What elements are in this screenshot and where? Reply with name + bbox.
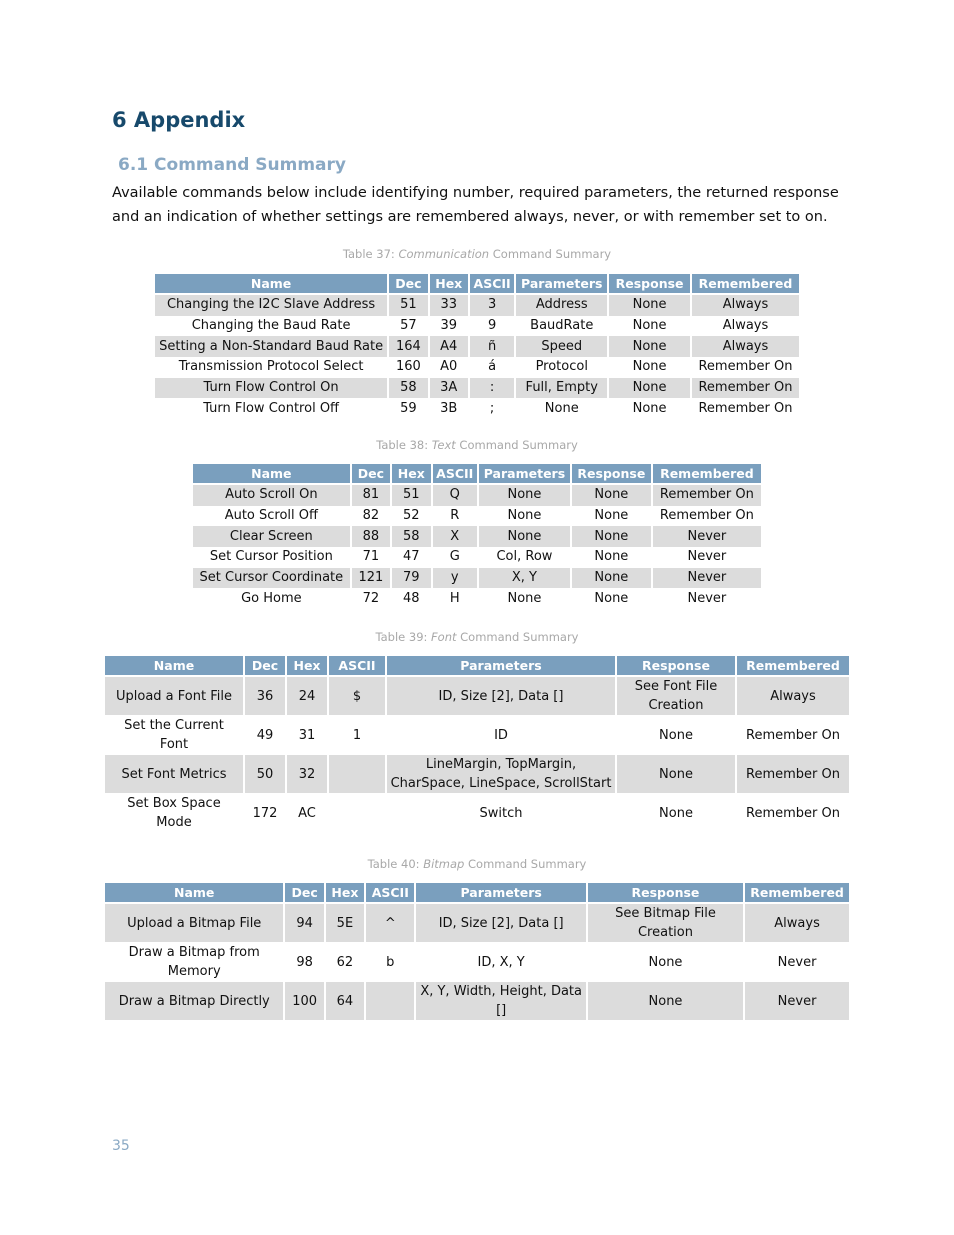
- cell-ascii: X: [433, 526, 477, 547]
- cell-parameters: X, Y, Width, Height, Data []: [416, 982, 585, 1021]
- table-header-row: [155, 274, 799, 295]
- cell-dec: 72: [362, 590, 380, 606]
- column-header-hex: Hex: [287, 656, 327, 677]
- cell-ascii: [329, 794, 385, 833]
- cell-remembered: Never: [653, 568, 761, 589]
- column-header-parameters: Parameters: [416, 883, 585, 904]
- column-header-name: Name: [105, 883, 283, 904]
- cell-response: See Bitmap File Creation: [588, 904, 743, 943]
- column-header-name: Name: [105, 656, 243, 677]
- caption-suffix: Command Summary: [489, 247, 612, 261]
- cell-dec: 94: [285, 904, 323, 943]
- text-command-table: [191, 464, 763, 609]
- table-header-row: [105, 883, 849, 904]
- cell-ascii: 1: [329, 716, 385, 755]
- cell-response: None: [632, 400, 667, 416]
- cell-dec: 36: [245, 677, 285, 716]
- table-row: [155, 336, 799, 357]
- table-row: [105, 982, 849, 1021]
- cell-dec: 50: [245, 755, 285, 794]
- table-row: [105, 677, 849, 716]
- column-header-ascii: ASCII: [470, 274, 514, 295]
- table-row: [105, 755, 849, 794]
- column-header-parameters: Parameters: [479, 464, 570, 485]
- cell-hex: 52: [403, 508, 420, 524]
- cell-name: Turn Flow Control On: [155, 378, 387, 399]
- cell-dec: 49: [245, 716, 285, 755]
- cell-response: None: [588, 982, 743, 1021]
- cell-parameters: ID: [387, 716, 615, 755]
- cell-ascii: á: [488, 359, 497, 375]
- cell-dec: 58: [389, 378, 427, 399]
- cell-name: Go Home: [241, 590, 302, 606]
- cell-name: Changing the I2C Slave Address: [155, 295, 387, 316]
- cell-remembered: Never: [653, 526, 761, 547]
- cell-response: None: [594, 549, 629, 565]
- cell-dec: 82: [362, 508, 380, 524]
- cell-remembered: Remember On: [737, 794, 849, 833]
- cell-response: None: [632, 318, 667, 334]
- table-caption-40: [0, 857, 954, 871]
- cell-response: None: [617, 716, 735, 755]
- cell-hex: 5E: [326, 904, 364, 943]
- table-header-row: [193, 464, 761, 485]
- column-header-remembered: Remembered: [745, 883, 849, 904]
- column-header-ascii: ASCII: [433, 464, 477, 485]
- cell-hex: 33: [430, 295, 468, 316]
- cell-response: None: [609, 336, 690, 357]
- cell-name: Upload a Font File: [105, 677, 243, 716]
- cell-hex: 64: [326, 982, 364, 1021]
- cell-hex: 51: [392, 485, 430, 506]
- table-row: [105, 794, 849, 833]
- cell-name: Set Cursor Coordinate: [193, 568, 350, 589]
- cell-response: None: [572, 485, 651, 506]
- column-header-hex: Hex: [430, 274, 468, 295]
- cell-ascii: $: [329, 677, 385, 716]
- table-header-row: [105, 656, 849, 677]
- caption-italic: Bitmap: [423, 857, 465, 871]
- table-row: [193, 506, 761, 527]
- column-header-name: Name: [193, 464, 350, 485]
- cell-name: Setting a Non-Standard Baud Rate: [155, 336, 387, 357]
- cell-dec: 98: [285, 943, 323, 982]
- column-header-parameters: Parameters: [387, 656, 615, 677]
- cell-ascii: ;: [489, 400, 495, 416]
- cell-parameters: None: [479, 485, 570, 506]
- table-row: [155, 316, 799, 337]
- cell-ascii: [329, 755, 385, 794]
- section-heading: 6 Appendix: [112, 108, 246, 132]
- cell-hex: 3A: [430, 378, 468, 399]
- cell-remembered: Remember On: [698, 400, 793, 416]
- cell-ascii: 3: [470, 295, 514, 316]
- table-caption-38: [0, 438, 954, 452]
- cell-response: None: [617, 794, 735, 833]
- table-row: [155, 398, 799, 419]
- cell-ascii: H: [449, 590, 460, 606]
- cell-dec: 71: [362, 549, 380, 565]
- caption-suffix: Command Summary: [455, 438, 578, 452]
- column-header-dec: Dec: [285, 883, 323, 904]
- cell-remembered: Never: [687, 549, 727, 565]
- cell-dec: 160: [395, 359, 421, 375]
- column-header-ascii: ASCII: [366, 883, 414, 904]
- cell-response: See Font File Creation: [617, 677, 735, 716]
- cell-remembered: Remember On: [659, 508, 754, 524]
- cell-hex: 79: [392, 568, 430, 589]
- cell-response: None: [572, 568, 651, 589]
- cell-parameters: ID, Size [2], Data []: [416, 904, 585, 943]
- cell-parameters: None: [507, 508, 542, 524]
- cell-response: None: [588, 943, 743, 982]
- cell-hex: 24: [287, 677, 327, 716]
- cell-parameters: ID, X, Y: [416, 943, 585, 982]
- cell-response: None: [609, 378, 690, 399]
- cell-remembered: Never: [745, 982, 849, 1021]
- table-caption-37: [0, 247, 954, 261]
- cell-dec: 88: [352, 526, 390, 547]
- cell-response: None: [609, 295, 690, 316]
- cell-name: Draw a Bitmap from Memory: [105, 943, 283, 982]
- cell-parameters: X, Y: [479, 568, 570, 589]
- cell-name: Set Cursor Position: [209, 549, 333, 565]
- cell-name: Draw a Bitmap Directly: [105, 982, 283, 1021]
- table-row: [155, 357, 799, 378]
- cell-response: None: [594, 590, 629, 606]
- table-row: [193, 568, 761, 589]
- column-header-hex: Hex: [326, 883, 364, 904]
- cell-ascii: R: [450, 508, 460, 524]
- caption-prefix: Table 39:: [375, 630, 432, 644]
- cell-hex: 39: [440, 318, 458, 334]
- cell-dec: 51: [389, 295, 427, 316]
- cell-parameters: None: [479, 526, 570, 547]
- cell-ascii: b: [366, 943, 414, 982]
- cell-remembered: Remember On: [737, 716, 849, 755]
- cell-hex: AC: [287, 794, 327, 833]
- column-header-remembered: Remembered: [692, 274, 799, 295]
- cell-dec: 57: [400, 318, 417, 334]
- cell-hex: 48: [403, 590, 420, 606]
- cell-ascii: y: [433, 568, 477, 589]
- cell-ascii: 9: [487, 318, 497, 334]
- column-header-hex: Hex: [392, 464, 430, 485]
- caption-prefix: Table 40:: [367, 857, 424, 871]
- cell-parameters: Speed: [516, 336, 607, 357]
- cell-parameters: Switch: [387, 794, 615, 833]
- cell-remembered: Always: [745, 904, 849, 943]
- column-header-response: Response: [609, 274, 690, 295]
- cell-parameters: None: [544, 400, 579, 416]
- page-number: 35: [112, 1138, 130, 1154]
- cell-name: Clear Screen: [193, 526, 350, 547]
- cell-remembered: Remember On: [737, 755, 849, 794]
- font-command-table: [103, 656, 851, 833]
- cell-name: Set Box Space Mode: [105, 794, 243, 833]
- cell-parameters: LineMargin, TopMargin, CharSpace, LineSpace, ScrollStart: [387, 755, 615, 794]
- cell-dec: 164: [389, 336, 427, 357]
- table-row: [193, 547, 761, 568]
- table-row: [193, 588, 761, 609]
- column-header-response: Response: [572, 464, 651, 485]
- cell-name: Changing the Baud Rate: [191, 318, 351, 334]
- cell-remembered: Always: [737, 677, 849, 716]
- column-header-dec: Dec: [352, 464, 390, 485]
- cell-parameters: ID, Size [2], Data []: [387, 677, 615, 716]
- caption-italic: Text: [431, 438, 456, 452]
- subsection-heading: 6.1 Command Summary: [118, 155, 346, 175]
- column-header-response: Response: [588, 883, 743, 904]
- caption-italic: Communication: [398, 247, 490, 261]
- cell-name: Set the Current Font: [105, 716, 243, 755]
- cell-response: None: [632, 359, 667, 375]
- cell-remembered: Never: [687, 590, 727, 606]
- cell-remembered: Remember On: [653, 485, 761, 506]
- cell-hex: 32: [287, 755, 327, 794]
- cell-hex: 58: [392, 526, 430, 547]
- cell-parameters: BaudRate: [530, 318, 594, 334]
- table-row: [193, 485, 761, 506]
- column-header-dec: Dec: [389, 274, 427, 295]
- bitmap-command-table: [103, 883, 851, 1021]
- cell-name: Auto Scroll On: [193, 485, 350, 506]
- column-header-ascii: ASCII: [329, 656, 385, 677]
- cell-ascii: [366, 982, 414, 1021]
- cell-name: Transmission Protocol Select: [178, 359, 364, 375]
- cell-parameters: Col, Row: [496, 549, 553, 565]
- caption-suffix: Command Summary: [464, 857, 587, 871]
- column-header-remembered: Remembered: [737, 656, 849, 677]
- cell-hex: 62: [326, 943, 364, 982]
- cell-hex: A0: [440, 359, 458, 375]
- cell-dec: 100: [285, 982, 323, 1021]
- cell-response: None: [572, 526, 651, 547]
- cell-dec: 59: [400, 400, 417, 416]
- table-row: [105, 904, 849, 943]
- communication-command-table: [153, 274, 801, 419]
- column-header-name: Name: [155, 274, 387, 295]
- cell-hex: 3B: [440, 400, 458, 416]
- caption-italic: Font: [431, 630, 457, 644]
- cell-response: None: [594, 508, 629, 524]
- cell-parameters: None: [507, 590, 542, 606]
- cell-remembered: Remember On: [692, 378, 799, 399]
- table-row: [105, 716, 849, 755]
- cell-dec: 172: [245, 794, 285, 833]
- cell-dec: 121: [352, 568, 390, 589]
- caption-prefix: Table 37:: [342, 247, 399, 261]
- cell-hex: 31: [287, 716, 327, 755]
- cell-name: Auto Scroll Off: [224, 508, 318, 524]
- table-row: [155, 295, 799, 316]
- cell-hex: 47: [403, 549, 420, 565]
- cell-name: Turn Flow Control Off: [203, 400, 340, 416]
- cell-remembered: Always: [692, 295, 799, 316]
- cell-response: None: [617, 755, 735, 794]
- intro-paragraph: Available commands below include identifying number, required parameters, the returned response and an indication of whether settings are remembered always, never, or with remember set to on.: [112, 185, 839, 225]
- table-row: [193, 526, 761, 547]
- cell-ascii: Q: [433, 485, 477, 506]
- cell-name: Upload a Bitmap File: [105, 904, 283, 943]
- cell-name: Set Font Metrics: [105, 755, 243, 794]
- cell-remembered: Always: [722, 318, 769, 334]
- cell-parameters: Address: [516, 295, 607, 316]
- cell-remembered: Remember On: [698, 359, 793, 375]
- table-row: [105, 943, 849, 982]
- column-header-dec: Dec: [245, 656, 285, 677]
- cell-ascii: :: [470, 378, 514, 399]
- column-header-parameters: Parameters: [516, 274, 607, 295]
- caption-suffix: Command Summary: [456, 630, 579, 644]
- cell-parameters: Protocol: [535, 359, 588, 375]
- cell-remembered: Always: [692, 336, 799, 357]
- caption-prefix: Table 38:: [376, 438, 432, 452]
- cell-dec: 81: [352, 485, 390, 506]
- cell-ascii: ñ: [470, 336, 514, 357]
- cell-ascii: ^: [366, 904, 414, 943]
- table-row: [155, 378, 799, 399]
- table-caption-39: [0, 630, 954, 644]
- cell-ascii: G: [449, 549, 460, 565]
- column-header-response: Response: [617, 656, 735, 677]
- cell-parameters: Full, Empty: [516, 378, 607, 399]
- cell-remembered: Never: [745, 943, 849, 982]
- column-header-remembered: Remembered: [653, 464, 761, 485]
- cell-hex: A4: [430, 336, 468, 357]
